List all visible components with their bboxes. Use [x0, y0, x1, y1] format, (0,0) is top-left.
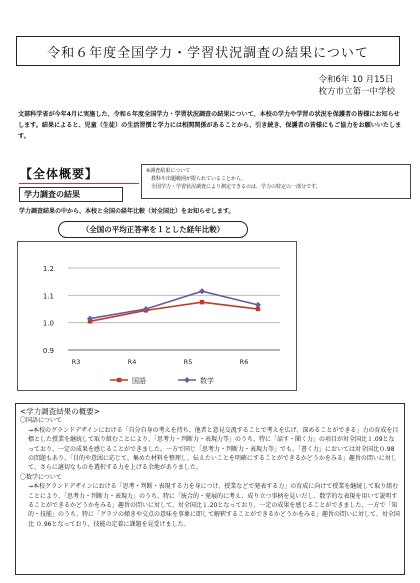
x-tick-label: R6: [239, 358, 249, 366]
subheading: [19, 187, 123, 202]
legend-label: 国語: [132, 377, 146, 385]
section-title: 【全体概要】: [20, 167, 99, 181]
summary-box: [15, 403, 405, 575]
issuer-name: 枚方市立第一中学校: [318, 87, 395, 97]
note-line: ※調査結果について: [146, 168, 191, 174]
legend-marker: [117, 378, 121, 382]
chart-frame: [17, 241, 297, 391]
chart-heading: [58, 221, 248, 238]
legend-label: 数学: [200, 377, 214, 385]
x-tick-label: R4: [127, 358, 137, 366]
issue-date: 令和6年 10 月15日: [318, 75, 394, 85]
data-point: [200, 300, 204, 304]
x-tick-label: R3: [71, 358, 81, 366]
kokugo-body: →本校のグランドデザインにおける「自分自身の考えを持ち、他者と意見交流することで考えを広げ、深めることができる」力の育成を目標とした授業を継続して取り組むことにより、「思考力・判断力・表現力等」のうち、特に「話す・聞く力」の項目が対全国比１.09となっており、一定の成果を感じることができました。一方で同じ「思考力・判断力・表現力等」でも、「書く力」においては対全国比０.98の問題もあり、「目的や意図に応じて、集めた材料を整理し、伝えたいことを明確にすることができるかどうかをみる」趣旨の問いに対して、さらに適切なものを選択する力を上げる余地がありました。: [28, 426, 399, 472]
chart-heading-text: （全国の平均正答率を１とした経年比較）: [81, 225, 225, 234]
y-tick-label: 0.9: [42, 347, 54, 355]
y-tick-label: 1.0: [42, 319, 54, 328]
line-chart: [18, 242, 296, 390]
data-point: [199, 288, 205, 294]
subheading-text: 学力調査の結果: [24, 190, 80, 199]
x-tick-label: R5: [183, 358, 193, 366]
date-block: [318, 74, 395, 98]
note-line: 教科や出題範囲が限られていることから、: [146, 176, 247, 182]
series-line: [90, 302, 258, 321]
lead-text: 学力調査結果の中から、本校と全国の経年比較（対全国比）をお知らせします。: [19, 208, 235, 215]
document-title-text: 令和６年度全国学力・学習状況調査の結果について: [47, 45, 369, 61]
y-tick-label: 1.1: [42, 292, 54, 301]
notes-box: [141, 164, 411, 199]
intro-paragraph: 文部科学省が今年4月に実施した、令和６年度全国学力・学習状況調査の結果について、本校の学力や学習の状況を保護者の皆様にお知らせします。結果によると、児童（生徒）の生活習慣と学力には相関関係があることから、引き続き、保護者の皆様にもご協力をお願いいたします。: [18, 111, 402, 140]
legend-marker: [184, 377, 190, 383]
section-underline: [19, 183, 139, 184]
document-title: [16, 36, 400, 66]
math-heading: 〇数学について: [20, 473, 62, 481]
kokugo-heading: 〇国語について: [20, 417, 62, 425]
summary-heading: <学力調査結果の概要>: [20, 407, 101, 416]
note-line: 全国学力・学習状況調査により測定できるのは、学力の特定の一部分です。: [146, 184, 321, 190]
y-tick-label: 1.2: [42, 265, 54, 273]
math-body: →本校グランドデザインにおける「思考・判断・表現する力を身につけ、授業などで発表する力」の育成に向けて授業を継続して取り組むことにより、「思考力・判断力・表現力」のうち、特に「統合的・発展的に考え、成り立つ事柄を見いだし、数学的な表現を用いて説明することができるかどうかをみる」趣旨の問いに対して、対全国比１.20となっており、一定の成果を感じることができました。一方で「知的・技能」のうち、特に「グラフの傾きや交点の意味を事象に即して解釈することができるかどうかをみる」趣旨の問いに対して、対全国比 ０.96となっており、技能の定着に課題を見受けました。: [28, 483, 400, 528]
